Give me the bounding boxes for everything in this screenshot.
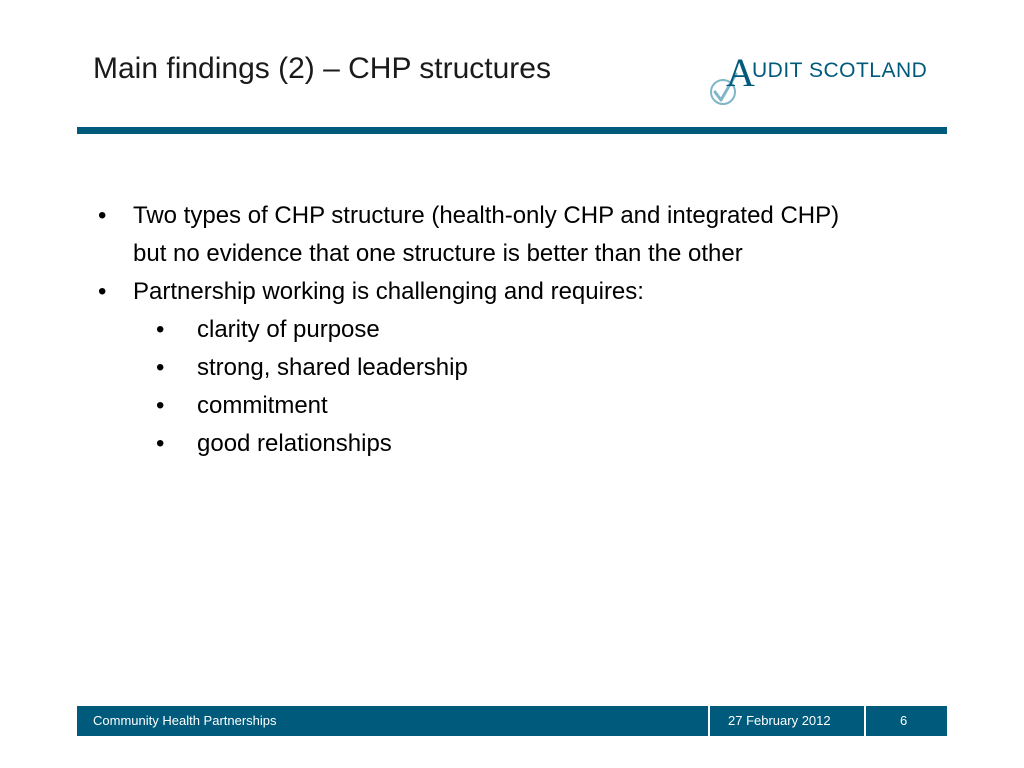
sub-bullet-marker: • xyxy=(156,392,165,419)
sub-bullet-item xyxy=(93,349,853,387)
sub-bullet-text: good relationships xyxy=(197,430,392,457)
footer-title: Community Health Partnerships xyxy=(93,713,277,728)
sub-bullet-item xyxy=(93,387,853,425)
bullet-item xyxy=(93,273,853,311)
footer-divider xyxy=(708,706,710,736)
sub-bullet-item xyxy=(93,425,853,463)
footer-divider xyxy=(864,706,866,736)
footer-date: 27 February 2012 xyxy=(728,713,831,728)
sub-bullet-text: strong, shared leadership xyxy=(197,354,468,381)
bullet-item xyxy=(93,197,853,273)
bullet-text: Partnership working is challenging and requires: xyxy=(133,278,644,305)
header-rule xyxy=(77,127,947,134)
page-number: 6 xyxy=(900,713,908,728)
audit-scotland-logo xyxy=(706,50,951,110)
bullet-marker: • xyxy=(98,278,107,305)
sub-bullet-text: clarity of purpose xyxy=(197,316,380,343)
sub-bullet-marker: • xyxy=(156,354,165,381)
sub-bullet-item xyxy=(93,311,853,349)
bullet-text: Two types of CHP structure (health-only CHP and integrated CHP) but no evidence that one structure is better than the other xyxy=(133,202,840,267)
slide-title: Main findings (2) – CHP structures xyxy=(93,52,551,85)
slide-content xyxy=(93,197,853,463)
sub-bullet-text: commitment xyxy=(197,392,328,419)
sub-bullet-marker: • xyxy=(156,316,165,343)
bullet-marker: • xyxy=(98,202,107,229)
logo-initial: A xyxy=(726,50,755,95)
logo-text: UDIT SCOTLAND xyxy=(752,59,928,82)
footer-bar xyxy=(77,706,947,736)
sub-bullet-marker: • xyxy=(156,430,165,457)
